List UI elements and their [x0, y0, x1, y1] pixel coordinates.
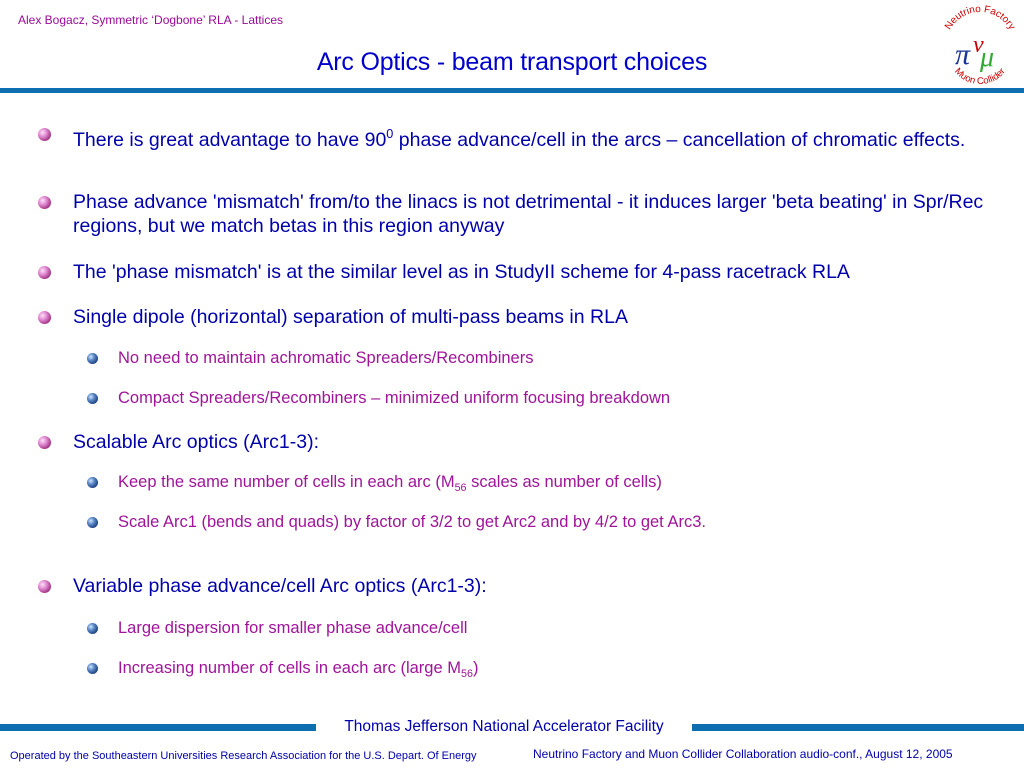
bullet-text-main: The 'phase mismatch' is at the similar level as in StudyII scheme for 4-pass racetrack RLA	[73, 261, 850, 283]
title-rule	[0, 88, 1024, 93]
superscript: 0	[386, 127, 394, 141]
footer-rule-left	[0, 724, 316, 731]
blue-bullet-icon	[87, 477, 98, 488]
bullet-text-main: Phase advance 'mismatch' from/to the linacs is not detrimental - it induces larger 'beta beating' in Spr/Rec regions, but we match betas in this region anyway	[73, 191, 984, 237]
bullet-text	[73, 190, 1003, 238]
bullet-text-tail: scales as number of cells)	[466, 473, 662, 491]
pink-bullet-icon	[38, 580, 51, 593]
bullet-text	[118, 658, 998, 684]
bullet-text-main: Scale Arc1 (bends and quads) by factor of 3/2 to get Arc2 and by 4/2 to get Arc3.	[118, 513, 706, 531]
logo-mu: μ	[980, 42, 995, 73]
pink-bullet-icon	[38, 266, 51, 279]
subscript: 56	[461, 668, 473, 680]
footer-rule-right	[692, 724, 1024, 731]
pink-bullet-icon	[38, 196, 51, 209]
bullet-text-main: There is great advantage to have 90	[73, 129, 387, 151]
blue-bullet-icon	[87, 353, 98, 364]
bullet-text-tail: )	[472, 659, 479, 677]
footer-organization: Thomas Jefferson National Accelerator Facility	[344, 718, 664, 735]
footer-left-note: Operated by the Southeastern Universities Research Association for the U.S. Depart. Of Energy	[10, 750, 477, 762]
bullet-text	[73, 430, 1003, 454]
bullet-text	[118, 348, 998, 368]
bullet-text	[73, 122, 1003, 152]
bullet-text	[73, 260, 1003, 284]
bullet-text-main: Keep the same number of cells in each arc (M	[118, 473, 455, 491]
slide-title: Arc Optics - beam transport choices	[316, 48, 708, 76]
blue-bullet-icon	[87, 393, 98, 404]
bullet-text-main: Scalable Arc optics (Arc1-3):	[73, 431, 320, 453]
bullet-text-main: No need to maintain achromatic Spreaders/Recombiners	[118, 349, 534, 367]
logo-pi: π	[955, 38, 971, 71]
bullet-text	[118, 472, 998, 498]
subscript: 56	[454, 482, 467, 494]
blue-bullet-icon	[87, 623, 98, 634]
header-label: Alex Bogacz, Symmetric ‘Dogbone’ RLA - Lattices	[18, 13, 284, 27]
bullet-text-tail: phase advance/cell in the arcs – cancellation of chromatic effects.	[393, 129, 966, 151]
logo-nu: ν	[973, 32, 984, 58]
bullet-text	[118, 388, 998, 408]
bullet-text-main: Large dispersion for smaller phase advance/cell	[118, 619, 468, 637]
blue-bullet-icon	[87, 517, 98, 528]
bullet-text	[118, 512, 998, 532]
bullet-text	[118, 618, 998, 638]
pink-bullet-icon	[38, 436, 51, 449]
bullet-text	[73, 305, 1003, 329]
logo-text-bottom: Muon Collider	[952, 65, 1008, 88]
bullet-text-main: Increasing number of cells in each arc (large M	[118, 659, 461, 677]
footer-right-note: Neutrino Factory and Muon Collider Collaboration audio-conf., August 12, 2005	[533, 747, 953, 761]
logo-text-top: Neutrino Factory	[943, 4, 1018, 32]
pink-bullet-icon	[38, 128, 51, 141]
neutrino-factory-logo	[938, 4, 1022, 90]
bullet-text	[73, 574, 1003, 598]
bullet-text-main: Variable phase advance/cell Arc optics (Arc1-3):	[73, 575, 487, 597]
pink-bullet-icon	[38, 311, 51, 324]
bullet-text-main: Compact Spreaders/Recombiners – minimized uniform focusing breakdown	[118, 389, 671, 407]
bullet-text-main: Single dipole (horizontal) separation of multi-pass beams in RLA	[73, 306, 628, 328]
blue-bullet-icon	[87, 663, 98, 674]
